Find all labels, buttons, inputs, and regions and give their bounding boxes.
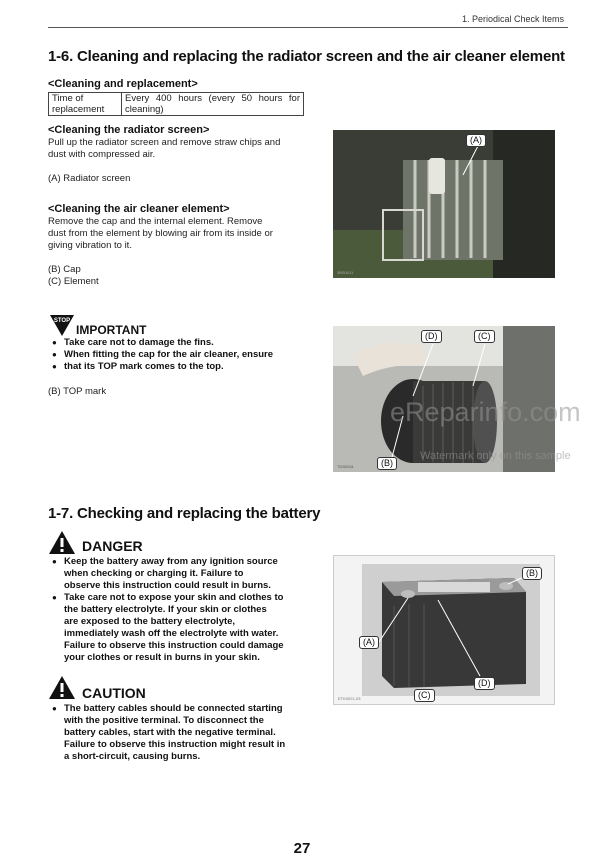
stop-icon: [48, 312, 76, 338]
danger-item: ● Take care not to expose your skin and clothes to the battery electrolyte. If your skin or clothes are exposed to the battery electrolyte, immediately wash off the electrolyte with water. Failure to observe this instruction could damage your clothes or result in burns in your skin.: [52, 592, 322, 664]
aircleaner-heading: <Cleaning the air cleaner element>: [48, 203, 230, 215]
callout-a-radiator: (A): [466, 134, 486, 147]
important-item-continued: ● that its TOP mark comes to the top.: [52, 361, 312, 373]
important-title: IMPORTANT: [76, 323, 147, 337]
photo-code: 3BS0011: [337, 270, 354, 275]
caution-warning-icon: [48, 675, 76, 700]
danger-item: ● Keep the battery away from any ignition source when checking or charging it. Failure to observe this instruction could result in burns.: [52, 556, 322, 592]
section-title-1-7: 1-7. Checking and replacing the battery: [48, 505, 321, 522]
legend-radiator-screen: (A) Radiator screen: [48, 173, 131, 184]
watermark-text: eReparinfo.com: [390, 397, 581, 427]
callout-b-aircleaner: (B): [377, 457, 397, 470]
legend-cap: (B) Cap: [48, 264, 81, 275]
aircleaner-instructions: Remove the cap and the internal element. Remove dust from the element by blowing air from its inside or giving vibration to it.: [48, 216, 273, 251]
schedule-label-cell: Time of replacement: [49, 93, 122, 116]
callout-c-battery: (C): [414, 689, 435, 702]
important-item: ● Take care not to damage the fins.: [52, 337, 312, 349]
danger-list: [52, 556, 322, 664]
photo-code: TDS0041: [337, 464, 354, 469]
legend-top-mark: (B) TOP mark: [48, 386, 107, 397]
callout-d-aircleaner: (D): [421, 330, 442, 343]
running-header: 1. Periodical Check Items: [461, 14, 564, 24]
battery-photo: [333, 555, 555, 705]
stop-label: STOP: [53, 318, 71, 324]
legend-element: (C) Element: [48, 276, 99, 287]
battery-illustration: [334, 556, 554, 704]
radiator-screen-photo: [333, 130, 555, 278]
section-title-1-6: 1-6. Cleaning and replacing the radiator screen and the air cleaner element: [48, 48, 565, 65]
danger-warning-icon: [48, 530, 76, 555]
danger-title: DANGER: [82, 538, 143, 554]
header-rule: [48, 27, 568, 28]
caution-title: CAUTION: [82, 685, 146, 701]
callout-b-battery: (B): [522, 567, 542, 580]
schedule-value-cell: Every 400 hours (every 50 hours for cleaning): [122, 93, 304, 116]
radiator-instructions: Pull up the radiator screen and remove straw chips and dust with compressed air.: [48, 137, 281, 160]
replacement-schedule-table: [48, 92, 304, 116]
radiator-illustration: [333, 130, 555, 278]
important-item: ● When fitting the cap for the air cleaner, ensure: [52, 349, 312, 361]
replacement-heading: <Cleaning and replacement>: [48, 78, 198, 90]
page-number: 27: [293, 840, 311, 857]
callout-d-battery: (D): [474, 677, 495, 690]
radiator-heading: <Cleaning the radiator screen>: [48, 124, 210, 136]
important-list: [52, 337, 312, 373]
callout-a-battery: (A): [359, 636, 379, 649]
caution-item: ● The battery cables should be connected starting with the positive terminal. To disconnect the battery cables, start with the negative terminal. Failure to observe this instruction might result in a short-circuit, causing burns.: [52, 703, 322, 763]
photo-code: ETK0021-03: [338, 696, 361, 701]
callout-c-aircleaner: (C): [474, 330, 495, 343]
caution-list: [52, 703, 322, 763]
watermark-subtext: Watermark only on this sample: [420, 450, 571, 462]
